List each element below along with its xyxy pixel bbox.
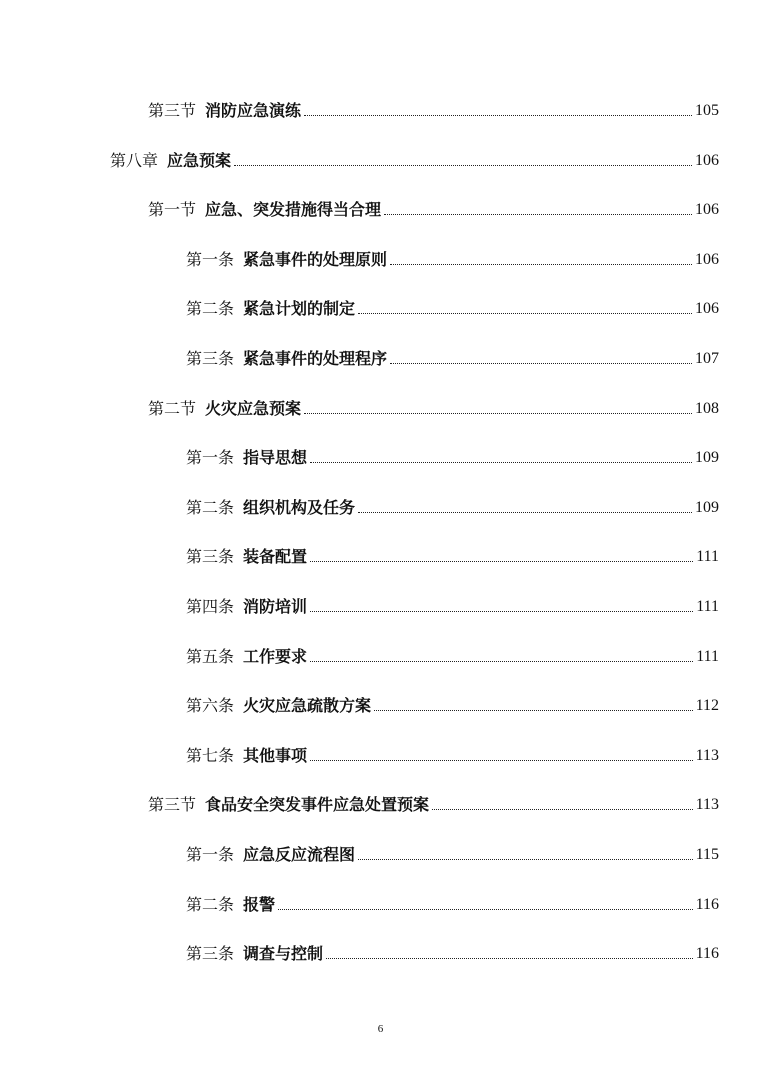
toc-entry-page: 108: [695, 399, 719, 417]
dot-leader: [374, 709, 693, 711]
toc-entry-number: 第二节: [148, 398, 197, 418]
toc-entry[interactable]: [186, 494, 719, 518]
toc-entry-title: 组织机构及任务: [243, 497, 356, 517]
toc-entry-title: 应急预案: [167, 150, 232, 170]
toc-entry-number: 第三条: [186, 547, 235, 567]
toc-entry[interactable]: [186, 593, 719, 617]
toc-entry-number: 第一节: [148, 200, 197, 220]
toc-entry-number: 第三条: [186, 944, 235, 964]
toc-entry-number: 第一条: [186, 845, 235, 864]
toc-entry-number: 第三条: [186, 349, 235, 368]
toc-entry-title: 报警: [243, 894, 276, 914]
toc-entry-number: 第六条: [186, 696, 235, 716]
dot-leader: [432, 808, 693, 810]
toc-entry-page: 111: [696, 548, 719, 566]
toc-entry-page: 113: [695, 746, 719, 764]
dot-leader: [234, 164, 692, 166]
toc-entry-title: 其他事项: [243, 745, 308, 765]
dot-leader: [310, 759, 693, 761]
dot-leader: [304, 412, 692, 414]
toc-entry-title: 消防应急演练: [205, 101, 302, 120]
toc-entry[interactable]: [186, 891, 719, 915]
toc-entry-page: 106: [695, 250, 719, 268]
toc-entry-title: 紧急事件的处理原则: [243, 249, 388, 269]
toc-entry[interactable]: [186, 643, 719, 667]
toc-entry-page: 116: [695, 895, 719, 913]
toc-entry-page: 105: [695, 102, 719, 119]
dot-leader: [358, 312, 692, 314]
toc-entry-number: 第二条: [186, 497, 235, 517]
dot-leader: [326, 957, 693, 959]
dot-leader: [390, 263, 692, 265]
toc-entry[interactable]: [148, 395, 719, 419]
toc-entry-number: 第七条: [186, 745, 235, 765]
toc-entry-number: 第八章: [110, 150, 159, 170]
toc-entry-page: 109: [695, 449, 719, 467]
dot-leader: [310, 560, 693, 562]
toc-entry-page: 116: [695, 945, 719, 963]
toc-entry[interactable]: [148, 791, 719, 815]
toc-entry-page: 112: [695, 697, 719, 715]
toc-entry-number: 第四条: [186, 597, 235, 616]
toc-entry-title: 火灾应急预案: [205, 398, 302, 418]
toc-entry-number: 第一条: [186, 249, 235, 269]
toc-entry[interactable]: [186, 543, 719, 567]
toc-entry-number: 第一条: [186, 448, 235, 468]
toc-entry[interactable]: [186, 692, 719, 716]
toc-entry-title: 紧急计划的制定: [243, 299, 356, 319]
dot-leader: [278, 908, 693, 910]
toc-entry[interactable]: [186, 295, 719, 319]
toc-entry-title: 指导思想: [243, 448, 308, 468]
dot-leader: [304, 114, 692, 116]
toc-entry[interactable]: [186, 841, 719, 865]
toc-entry-page: 111: [696, 598, 719, 615]
toc-entry-title: 紧急事件的处理程序: [243, 349, 388, 368]
toc-entry-title: 应急、突发措施得当合理: [205, 200, 382, 220]
toc-entry-number: 第三节: [148, 795, 197, 815]
toc-entry-title: 装备配置: [243, 547, 308, 567]
toc-entry-title: 工作要求: [243, 646, 308, 666]
dot-leader: [310, 660, 693, 662]
toc-entry-page: 106: [695, 151, 719, 169]
toc-entry-page: 115: [695, 846, 719, 863]
toc-entry-page: 113: [695, 796, 719, 814]
toc-entry-title: 火灾应急疏散方案: [243, 696, 372, 716]
toc-entry-page: 106: [695, 300, 719, 318]
toc-entry[interactable]: [186, 742, 719, 766]
toc-entry[interactable]: [148, 196, 719, 220]
toc-entry[interactable]: [110, 147, 719, 171]
dot-leader: [358, 858, 693, 860]
toc-entry-page: 111: [696, 647, 719, 665]
dot-leader: [310, 461, 692, 463]
toc-entry-title: 调查与控制: [243, 944, 324, 964]
toc-entry-title: 消防培训: [243, 597, 308, 616]
toc-entry-number: 第三节: [148, 101, 197, 120]
toc-entry[interactable]: [148, 97, 719, 121]
toc-entry-title: 食品安全突发事件应急处置预案: [205, 795, 430, 815]
dot-leader: [358, 511, 692, 513]
toc-entry-page: 106: [695, 201, 719, 219]
toc-entry[interactable]: [186, 345, 719, 369]
page-number: 6: [377, 1023, 384, 1035]
toc-entry[interactable]: [186, 444, 719, 468]
toc-entry-title: 应急反应流程图: [243, 845, 356, 864]
toc-entry-page: 109: [695, 498, 719, 516]
dot-leader: [390, 362, 692, 364]
dot-leader: [310, 610, 693, 612]
toc-entry-number: 第二条: [186, 299, 235, 319]
toc-entry[interactable]: [186, 940, 719, 964]
toc-entry-page: 107: [695, 350, 719, 367]
toc-entry[interactable]: [186, 246, 719, 270]
dot-leader: [384, 213, 692, 215]
toc-entry-number: 第五条: [186, 646, 235, 666]
toc-entry-number: 第二条: [186, 894, 235, 914]
